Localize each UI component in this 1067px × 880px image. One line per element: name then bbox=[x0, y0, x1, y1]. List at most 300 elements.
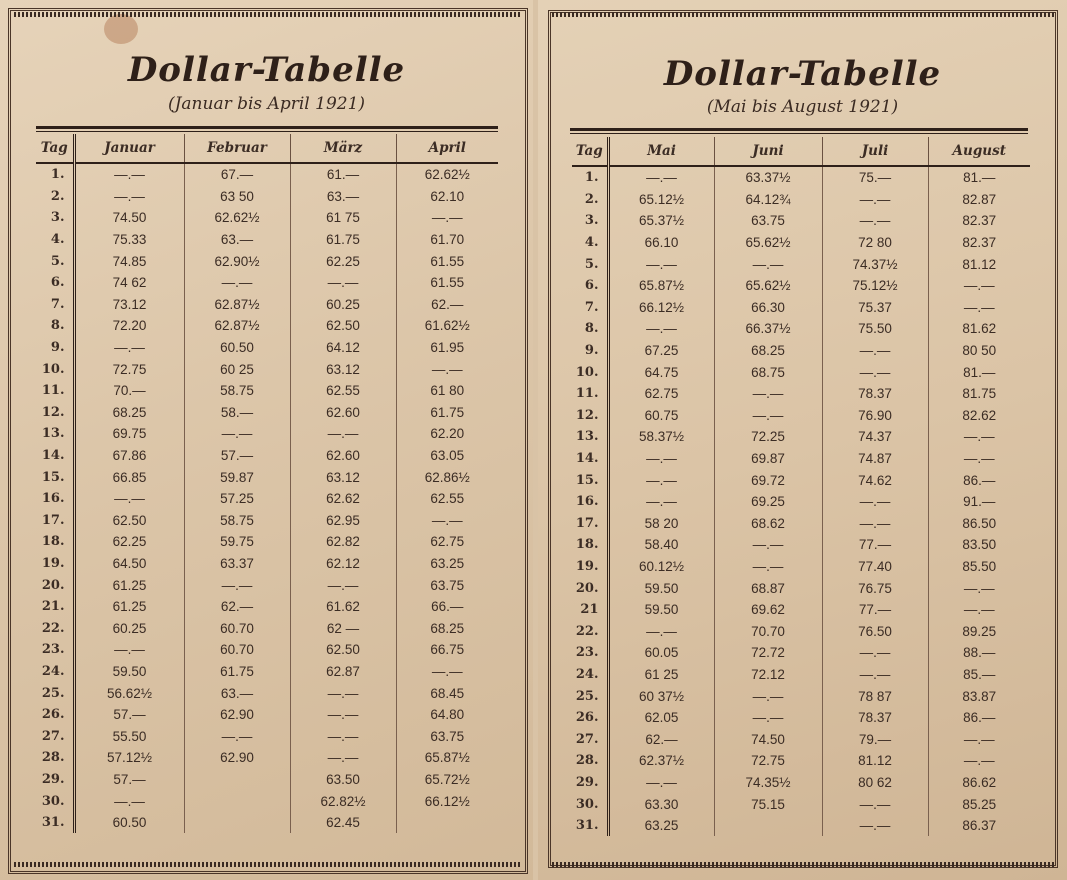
top-ornament bbox=[552, 12, 1054, 17]
rate-cell: 62.62½ bbox=[184, 207, 290, 229]
table-row bbox=[36, 510, 498, 532]
rate-cell bbox=[184, 790, 290, 812]
day-cell: 10. bbox=[572, 361, 608, 383]
rate-cell: 62.55 bbox=[290, 380, 396, 402]
rate-cell: —.— bbox=[822, 491, 928, 513]
rate-cell: —.— bbox=[608, 318, 714, 340]
table-row bbox=[572, 815, 1030, 837]
table-row bbox=[36, 272, 498, 294]
rate-cell: 62.50 bbox=[290, 639, 396, 661]
rate-cell: —.— bbox=[928, 750, 1030, 772]
rate-cell: 62.82½ bbox=[290, 790, 396, 812]
rate-cell: —.— bbox=[396, 510, 498, 532]
day-cell: 11. bbox=[572, 383, 608, 405]
day-cell: 24. bbox=[36, 661, 74, 683]
rate-cell: —.— bbox=[74, 163, 184, 186]
rate-cell: 58.75 bbox=[184, 380, 290, 402]
rate-cell: 62.— bbox=[396, 294, 498, 316]
rate-cell: 60.75 bbox=[608, 405, 714, 427]
rate-cell: —.— bbox=[714, 383, 822, 405]
rate-cell: —.— bbox=[608, 469, 714, 491]
table-row bbox=[36, 207, 498, 229]
rate-cell: 69.62 bbox=[714, 599, 822, 621]
rate-cell: 77.— bbox=[822, 599, 928, 621]
page-subtitle: (Januar bis April 1921) bbox=[167, 94, 366, 114]
bottom-ornament bbox=[14, 862, 522, 867]
rate-cell: 75.15 bbox=[714, 793, 822, 815]
day-cell: 12. bbox=[572, 405, 608, 427]
column-header-month: Juli bbox=[822, 137, 928, 166]
rate-cell: 80 62 bbox=[822, 772, 928, 794]
top-ornament bbox=[14, 12, 522, 17]
rate-cell: 58.— bbox=[184, 402, 290, 424]
rate-cell: 62.20 bbox=[396, 423, 498, 445]
rate-cell: 68.25 bbox=[74, 402, 184, 424]
rate-cell: 66.12½ bbox=[396, 790, 498, 812]
table-row bbox=[36, 574, 498, 596]
rate-cell: 63.30 bbox=[608, 793, 714, 815]
table-row bbox=[36, 704, 498, 726]
day-cell: 27. bbox=[572, 728, 608, 750]
rate-cell bbox=[184, 812, 290, 834]
day-cell: 6. bbox=[36, 272, 74, 294]
day-cell: 14. bbox=[572, 448, 608, 470]
rate-cell: 55.50 bbox=[74, 725, 184, 747]
table-row bbox=[572, 340, 1030, 362]
rate-cell: 62.62½ bbox=[396, 163, 498, 186]
rate-cell: 68.62 bbox=[714, 513, 822, 535]
rate-cell: 63.37½ bbox=[714, 166, 822, 189]
rate-cell: 61.75 bbox=[290, 229, 396, 251]
column-header-month: Juni bbox=[714, 137, 822, 166]
rate-cell: —.— bbox=[184, 272, 290, 294]
rate-cell: —.— bbox=[928, 275, 1030, 297]
rate-cell: 81.75 bbox=[928, 383, 1030, 405]
table-row bbox=[36, 250, 498, 272]
rate-cell: 74.37½ bbox=[822, 253, 928, 275]
rate-cell: —.— bbox=[822, 189, 928, 211]
table-row bbox=[36, 315, 498, 337]
rate-cell: 62.— bbox=[608, 728, 714, 750]
rate-cell: 64.12¾ bbox=[714, 189, 822, 211]
table-row bbox=[572, 361, 1030, 383]
day-cell: 20. bbox=[572, 577, 608, 599]
rate-cell: 72.75 bbox=[714, 750, 822, 772]
rate-cell: 62.62 bbox=[290, 488, 396, 510]
rate-cell: —.— bbox=[74, 639, 184, 661]
column-header-month: Februar bbox=[184, 134, 290, 163]
table-row bbox=[572, 189, 1030, 211]
day-cell: 5. bbox=[572, 253, 608, 275]
day-cell: 18. bbox=[572, 534, 608, 556]
rate-cell: 75.50 bbox=[822, 318, 928, 340]
table-row bbox=[36, 531, 498, 553]
rate-cell: 61.— bbox=[290, 163, 396, 186]
table-row bbox=[36, 682, 498, 704]
rate-cell: 66.10 bbox=[608, 232, 714, 254]
table-body bbox=[572, 166, 1030, 836]
rate-cell: 85.25 bbox=[928, 793, 1030, 815]
rate-cell: 63 50 bbox=[184, 186, 290, 208]
rate-cell: 68.45 bbox=[396, 682, 498, 704]
rate-cell: 76.90 bbox=[822, 405, 928, 427]
rate-cell: 62.37½ bbox=[608, 750, 714, 772]
rate-cell: —.— bbox=[928, 426, 1030, 448]
rate-cell: 62.25 bbox=[290, 250, 396, 272]
rate-cell: 60.12½ bbox=[608, 556, 714, 578]
rate-cell: 86.37 bbox=[928, 815, 1030, 837]
rate-cell: 61.70 bbox=[396, 229, 498, 251]
page-title: Dollar-Tabelle bbox=[127, 50, 406, 90]
day-cell: 2. bbox=[572, 189, 608, 211]
table-row bbox=[36, 163, 498, 186]
day-cell: 26. bbox=[572, 707, 608, 729]
day-cell: 20. bbox=[36, 574, 74, 596]
table-row bbox=[36, 725, 498, 747]
rate-cell: 65.72½ bbox=[396, 769, 498, 791]
rate-cell: 75.33 bbox=[74, 229, 184, 251]
day-cell: 21 bbox=[572, 599, 608, 621]
rate-cell: 57.12½ bbox=[74, 747, 184, 769]
day-cell: 16. bbox=[36, 488, 74, 510]
rate-cell: 61 25 bbox=[608, 664, 714, 686]
rate-cell: 65.62½ bbox=[714, 275, 822, 297]
dollar-table-right bbox=[572, 137, 1030, 836]
rate-cell: —.— bbox=[290, 272, 396, 294]
day-cell: 19. bbox=[36, 553, 74, 575]
table-row bbox=[36, 423, 498, 445]
rate-cell: —.— bbox=[608, 772, 714, 794]
rate-cell: 72.20 bbox=[74, 315, 184, 337]
rate-cell: 62.55 bbox=[396, 488, 498, 510]
rate-cell: —.— bbox=[608, 166, 714, 189]
rate-cell: 86.50 bbox=[928, 513, 1030, 535]
table-row bbox=[572, 750, 1030, 772]
rate-cell: 63.— bbox=[184, 682, 290, 704]
rate-cell: 68.25 bbox=[396, 617, 498, 639]
rate-cell: 82.87 bbox=[928, 189, 1030, 211]
day-cell: 15. bbox=[572, 469, 608, 491]
rate-cell: 59.75 bbox=[184, 531, 290, 553]
rate-cell: 86.62 bbox=[928, 772, 1030, 794]
day-cell: 9. bbox=[36, 337, 74, 359]
rate-cell: —.— bbox=[714, 707, 822, 729]
rate-cell: 60.05 bbox=[608, 642, 714, 664]
rate-cell: 65.87½ bbox=[608, 275, 714, 297]
table-row bbox=[572, 383, 1030, 405]
day-cell: 8. bbox=[36, 315, 74, 337]
day-cell: 3. bbox=[36, 207, 74, 229]
rate-cell: 66.12½ bbox=[608, 297, 714, 319]
rate-cell: 61.62½ bbox=[396, 315, 498, 337]
rate-cell: —.— bbox=[396, 661, 498, 683]
rate-cell: —.— bbox=[714, 534, 822, 556]
day-cell: 4. bbox=[572, 232, 608, 254]
rate-cell: —.— bbox=[290, 574, 396, 596]
rate-cell: —.— bbox=[608, 448, 714, 470]
header-rule bbox=[570, 128, 1028, 131]
rate-cell: —.— bbox=[928, 297, 1030, 319]
rate-cell: 58.40 bbox=[608, 534, 714, 556]
rate-cell: 78 87 bbox=[822, 685, 928, 707]
table-row bbox=[36, 553, 498, 575]
rate-cell: —.— bbox=[822, 210, 928, 232]
rate-cell: 78.37 bbox=[822, 383, 928, 405]
day-cell: 22. bbox=[572, 620, 608, 642]
day-cell: 6. bbox=[572, 275, 608, 297]
rate-cell: —.— bbox=[74, 337, 184, 359]
rate-cell: 82.37 bbox=[928, 232, 1030, 254]
rate-cell: 61.25 bbox=[74, 574, 184, 596]
rate-cell: 74.62 bbox=[822, 469, 928, 491]
rate-cell: 62.60 bbox=[290, 445, 396, 467]
rate-cell: —.— bbox=[822, 642, 928, 664]
page-title: Dollar-Tabelle bbox=[663, 54, 942, 94]
rate-cell: —.— bbox=[822, 513, 928, 535]
rate-cell: 56.62½ bbox=[74, 682, 184, 704]
rate-cell: —.— bbox=[822, 815, 928, 837]
rate-cell: 69.75 bbox=[74, 423, 184, 445]
table-row bbox=[572, 556, 1030, 578]
rate-cell: 57.— bbox=[74, 704, 184, 726]
rate-cell: 62.86½ bbox=[396, 466, 498, 488]
day-cell: 22. bbox=[36, 617, 74, 639]
table-row bbox=[36, 812, 498, 834]
day-cell: 11. bbox=[36, 380, 74, 402]
table-row bbox=[36, 380, 498, 402]
day-cell: 5. bbox=[36, 250, 74, 272]
table-row bbox=[572, 577, 1030, 599]
day-cell: 9. bbox=[572, 340, 608, 362]
table-row bbox=[572, 513, 1030, 535]
rate-cell: —.— bbox=[396, 358, 498, 380]
rate-cell: 63.75 bbox=[396, 725, 498, 747]
rate-cell: —.— bbox=[928, 448, 1030, 470]
rate-cell: 74.37 bbox=[822, 426, 928, 448]
rate-cell: 72.25 bbox=[714, 426, 822, 448]
rate-cell: 62.25 bbox=[74, 531, 184, 553]
rate-cell: 62.50 bbox=[74, 510, 184, 532]
rate-cell: 86.— bbox=[928, 707, 1030, 729]
day-cell: 4. bbox=[36, 229, 74, 251]
rate-cell: 62.90 bbox=[184, 704, 290, 726]
rate-cell: 68.25 bbox=[714, 340, 822, 362]
rate-cell: 66.30 bbox=[714, 297, 822, 319]
rate-cell: —.— bbox=[928, 728, 1030, 750]
day-cell: 1. bbox=[572, 166, 608, 189]
rate-cell: 63.— bbox=[184, 229, 290, 251]
table-row bbox=[36, 294, 498, 316]
rate-cell: 82.62 bbox=[928, 405, 1030, 427]
rate-cell: 62.— bbox=[184, 596, 290, 618]
rate-cell: 63.05 bbox=[396, 445, 498, 467]
rate-cell: 81.— bbox=[928, 361, 1030, 383]
rate-cell: 59.50 bbox=[74, 661, 184, 683]
rate-cell: 60.70 bbox=[184, 639, 290, 661]
rate-cell: 62 — bbox=[290, 617, 396, 639]
rate-cell: 75.12½ bbox=[822, 275, 928, 297]
rate-cell: 63.25 bbox=[396, 553, 498, 575]
rate-cell: 57.— bbox=[74, 769, 184, 791]
rate-cell: 76.50 bbox=[822, 620, 928, 642]
rate-cell: 78.37 bbox=[822, 707, 928, 729]
rate-cell: 72 80 bbox=[822, 232, 928, 254]
table-row bbox=[572, 232, 1030, 254]
rate-cell: —.— bbox=[928, 577, 1030, 599]
rate-cell: 60.25 bbox=[290, 294, 396, 316]
day-cell: 7. bbox=[572, 297, 608, 319]
day-cell: 23. bbox=[36, 639, 74, 661]
rate-cell: 63.— bbox=[290, 186, 396, 208]
rate-cell: 74.87 bbox=[822, 448, 928, 470]
rate-cell bbox=[396, 812, 498, 834]
day-cell: 30. bbox=[572, 793, 608, 815]
rate-cell: —.— bbox=[74, 488, 184, 510]
rate-cell: 62.75 bbox=[396, 531, 498, 553]
table-row bbox=[572, 448, 1030, 470]
rate-cell: 61.75 bbox=[396, 402, 498, 424]
rate-cell: 62.05 bbox=[608, 707, 714, 729]
rate-cell: 58.75 bbox=[184, 510, 290, 532]
column-header-month: März bbox=[290, 134, 396, 163]
rate-cell: 61.75 bbox=[184, 661, 290, 683]
table-row bbox=[36, 229, 498, 251]
rate-cell: 63.75 bbox=[714, 210, 822, 232]
table-row bbox=[572, 426, 1030, 448]
day-cell: 15. bbox=[36, 466, 74, 488]
day-cell: 23. bbox=[572, 642, 608, 664]
table-row bbox=[572, 534, 1030, 556]
rate-cell: 60.50 bbox=[184, 337, 290, 359]
day-cell: 8. bbox=[572, 318, 608, 340]
day-cell: 7. bbox=[36, 294, 74, 316]
day-cell: 27. bbox=[36, 725, 74, 747]
rate-cell: 85.50 bbox=[928, 556, 1030, 578]
rate-cell: 72.75 bbox=[74, 358, 184, 380]
rate-cell: 74 62 bbox=[74, 272, 184, 294]
rate-cell: —.— bbox=[184, 574, 290, 596]
day-cell: 1. bbox=[36, 163, 74, 186]
rate-cell: 83.50 bbox=[928, 534, 1030, 556]
rate-cell: 66.37½ bbox=[714, 318, 822, 340]
rate-cell: 81.— bbox=[928, 166, 1030, 189]
rate-cell: —.— bbox=[290, 682, 396, 704]
rate-cell: 89.25 bbox=[928, 620, 1030, 642]
rate-cell: 75.— bbox=[822, 166, 928, 189]
day-cell: 26. bbox=[36, 704, 74, 726]
rate-cell: 73.12 bbox=[74, 294, 184, 316]
rate-cell: 81.12 bbox=[822, 750, 928, 772]
rate-cell: 60 25 bbox=[184, 358, 290, 380]
day-cell: 31. bbox=[36, 812, 74, 834]
rate-cell: 60.25 bbox=[74, 617, 184, 639]
rate-cell: —.— bbox=[822, 340, 928, 362]
day-cell: 10. bbox=[36, 358, 74, 380]
rate-cell: 74.35½ bbox=[714, 772, 822, 794]
rate-cell: —.— bbox=[608, 491, 714, 513]
day-cell: 25. bbox=[572, 685, 608, 707]
table-row bbox=[36, 402, 498, 424]
table-row bbox=[36, 639, 498, 661]
rate-cell: 62.75 bbox=[608, 383, 714, 405]
table-row bbox=[572, 642, 1030, 664]
column-header-month: April bbox=[396, 134, 498, 163]
rate-cell: 91.— bbox=[928, 491, 1030, 513]
rate-cell: 62.87½ bbox=[184, 294, 290, 316]
rate-cell: 67.— bbox=[184, 163, 290, 186]
rate-cell: —.— bbox=[74, 790, 184, 812]
rate-cell: 58.37½ bbox=[608, 426, 714, 448]
table-row bbox=[36, 769, 498, 791]
rate-cell: 59.87 bbox=[184, 466, 290, 488]
rate-cell: 62.12 bbox=[290, 553, 396, 575]
day-cell: 31. bbox=[572, 815, 608, 837]
rate-cell: 58 20 bbox=[608, 513, 714, 535]
rate-cell: 74.50 bbox=[714, 728, 822, 750]
rate-cell: 61.62 bbox=[290, 596, 396, 618]
day-cell: 29. bbox=[572, 772, 608, 794]
page-subtitle: (Mai bis August 1921) bbox=[706, 97, 899, 117]
rate-cell: 61.55 bbox=[396, 272, 498, 294]
table-row bbox=[36, 466, 498, 488]
table-row bbox=[36, 358, 498, 380]
table-row bbox=[572, 318, 1030, 340]
header-rule-thin bbox=[36, 131, 498, 132]
rate-cell: 57.25 bbox=[184, 488, 290, 510]
table-row bbox=[572, 405, 1030, 427]
rate-cell: 81.62 bbox=[928, 318, 1030, 340]
rate-cell: 60 37½ bbox=[608, 685, 714, 707]
rate-cell: 64.12 bbox=[290, 337, 396, 359]
rate-cell bbox=[714, 815, 822, 837]
header-rule bbox=[36, 126, 498, 129]
rate-cell: 62.90½ bbox=[184, 250, 290, 272]
day-cell: 18. bbox=[36, 531, 74, 553]
table-row bbox=[572, 297, 1030, 319]
rate-cell: —.— bbox=[822, 664, 928, 686]
column-header-month: Januar bbox=[74, 134, 184, 163]
rate-cell: 62.60 bbox=[290, 402, 396, 424]
rate-cell: 85.— bbox=[928, 664, 1030, 686]
day-cell: 17. bbox=[36, 510, 74, 532]
rate-cell: 83.87 bbox=[928, 685, 1030, 707]
rate-cell: 64.75 bbox=[608, 361, 714, 383]
rate-cell: 66.— bbox=[396, 596, 498, 618]
bottom-ornament bbox=[552, 862, 1054, 867]
table-body bbox=[36, 163, 498, 833]
dollar-table-left bbox=[36, 134, 498, 833]
rate-cell: —.— bbox=[290, 423, 396, 445]
rate-cell: 64.50 bbox=[74, 553, 184, 575]
column-header-day: Tag bbox=[36, 134, 74, 163]
rate-cell: 63.75 bbox=[396, 574, 498, 596]
column-header-day: Tag bbox=[572, 137, 608, 166]
rate-cell: 65.62½ bbox=[714, 232, 822, 254]
rate-cell: 59.50 bbox=[608, 599, 714, 621]
rate-cell: —.— bbox=[822, 361, 928, 383]
table-row bbox=[572, 469, 1030, 491]
rate-cell: 63.37 bbox=[184, 553, 290, 575]
rate-cell: —.— bbox=[714, 253, 822, 275]
rate-cell: —.— bbox=[608, 253, 714, 275]
rate-cell: 62.50 bbox=[290, 315, 396, 337]
rate-cell: 77.— bbox=[822, 534, 928, 556]
rate-cell: —.— bbox=[396, 207, 498, 229]
table-row bbox=[36, 617, 498, 639]
rate-cell: 69.72 bbox=[714, 469, 822, 491]
rate-cell: 59.50 bbox=[608, 577, 714, 599]
rate-cell bbox=[184, 769, 290, 791]
